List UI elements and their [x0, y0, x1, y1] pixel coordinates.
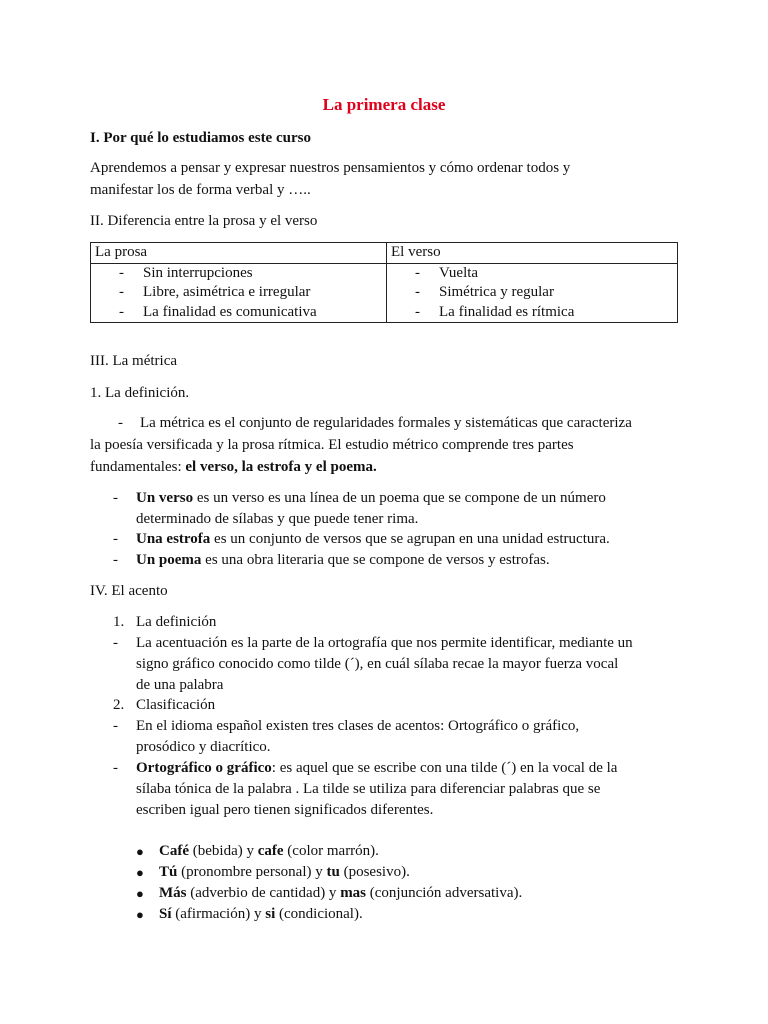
acento-def-line3: de una palabra: [136, 677, 224, 693]
list-item: - La finalidad es comunicativa: [95, 303, 382, 323]
example-item: ● Más (adverbio de cantidad) y mas (conjunción adversativa).: [136, 883, 522, 904]
dash-marker: -: [415, 264, 420, 281]
dash-marker: -: [113, 718, 118, 734]
metrica-def-line2: la poesía versificada y la prosa rítmica. El estudio métrico comprende tres partes: [90, 437, 574, 453]
section3-heading: III. La métrica: [90, 353, 178, 369]
section4-sub2: Clasificación: [136, 697, 216, 713]
table-header-row: [91, 243, 678, 264]
ortografico-line3: escriben igual pero tienen significados diferentes.: [136, 802, 434, 818]
example-item: ● Tú (pronombre personal) y tu (posesivo).: [136, 862, 410, 883]
list-item: - Libre, asimétrica e irregular: [95, 283, 382, 303]
list-item: - Vuelta: [391, 264, 673, 284]
section1-para-line1: Aprendemos a pensar y expresar nuestros pensamientos y cómo ordenar todos y: [90, 160, 571, 176]
dash-marker: -: [113, 552, 118, 568]
item-estrofa: Una estrofa es un conjunto de versos que se agrupan en una unidad estructura.: [136, 531, 610, 547]
section1-heading: I. Por qué lo estudiamos este curso: [90, 130, 311, 146]
list-item: - La finalidad es rítmica: [391, 303, 673, 323]
dash-marker: -: [415, 284, 420, 300]
section4-heading: IV. El acento: [90, 583, 168, 599]
clasificacion-line1: En el idioma español existen tres clases de acentos: Ortográfico o gráfico,: [136, 718, 580, 734]
acento-def-line1: La acentuación es la parte de la ortografía que nos permite identificar, mediante un: [136, 635, 633, 651]
list-item: - Sin interrupciones: [95, 264, 382, 284]
acento-def-line2: signo gráfico conocido como tilde (´), en cuál sílaba recae la mayor fuerza vocal: [136, 656, 619, 672]
dash-marker: -: [113, 531, 118, 547]
item-poema: Un poema es una obra literaria que se compone de versos y estrofas.: [136, 552, 550, 568]
bullet-icon: ●: [136, 907, 144, 922]
metrica-def-line3: fundamentales: el verso, la estrofa y el poema.: [90, 459, 377, 475]
section1-para-line2: manifestar los de forma verbal y …..: [90, 182, 311, 198]
number-marker: 1.: [113, 614, 125, 630]
prose-items-cell: [91, 263, 387, 323]
dash-marker: -: [415, 303, 420, 320]
ortografico-line2: sílaba tónica de la palabra . La tilde se utiliza para diferenciar palabras que se: [136, 781, 601, 797]
dash-marker: -: [119, 284, 124, 300]
section2-heading: II. Diferencia entre la prosa y el verso: [90, 213, 318, 229]
dash-marker: -: [113, 490, 118, 506]
dash-marker: -: [118, 415, 123, 431]
dash-marker: -: [119, 264, 124, 281]
number-marker: 2.: [113, 697, 125, 713]
item-verso-line1: Un verso es un verso es una línea de un poema que se compone de un número: [136, 490, 606, 506]
prose-verse-table: [90, 242, 678, 323]
page-title: La primera clase: [322, 95, 446, 114]
section3-sub1: 1. La definición.: [90, 385, 190, 401]
dash-marker: -: [119, 303, 124, 320]
clasificacion-line2: prosódico y diacrítico.: [136, 739, 271, 755]
example-item: ● Sí (afirmación) y si (condicional).: [136, 904, 363, 925]
table-body-row: [91, 263, 678, 323]
bullet-icon: ●: [136, 886, 144, 901]
bullet-icon: ●: [136, 844, 144, 859]
dash-marker: -: [113, 760, 118, 776]
list-item: - Simétrica y regular: [391, 283, 673, 303]
example-item: ● Café (bebida) y cafe (color marrón).: [136, 841, 379, 862]
section4-sub1: La definición: [136, 614, 217, 630]
item-verso-line2: determinado de sílabas y que puede tener rima.: [136, 511, 419, 527]
dash-marker: -: [113, 635, 118, 651]
table-header-prose: La prosa: [91, 243, 387, 264]
metrica-def-line1: La métrica es el conjunto de regularidades formales y sistemáticas que caracteriza: [140, 415, 632, 431]
table-header-verse: El verso: [387, 243, 678, 264]
verse-items-cell: [387, 263, 678, 323]
bullet-icon: ●: [136, 865, 144, 880]
ortografico-line1: Ortográfico o gráfico: es aquel que se escribe con una tilde (´) en la vocal de la: [136, 760, 618, 776]
